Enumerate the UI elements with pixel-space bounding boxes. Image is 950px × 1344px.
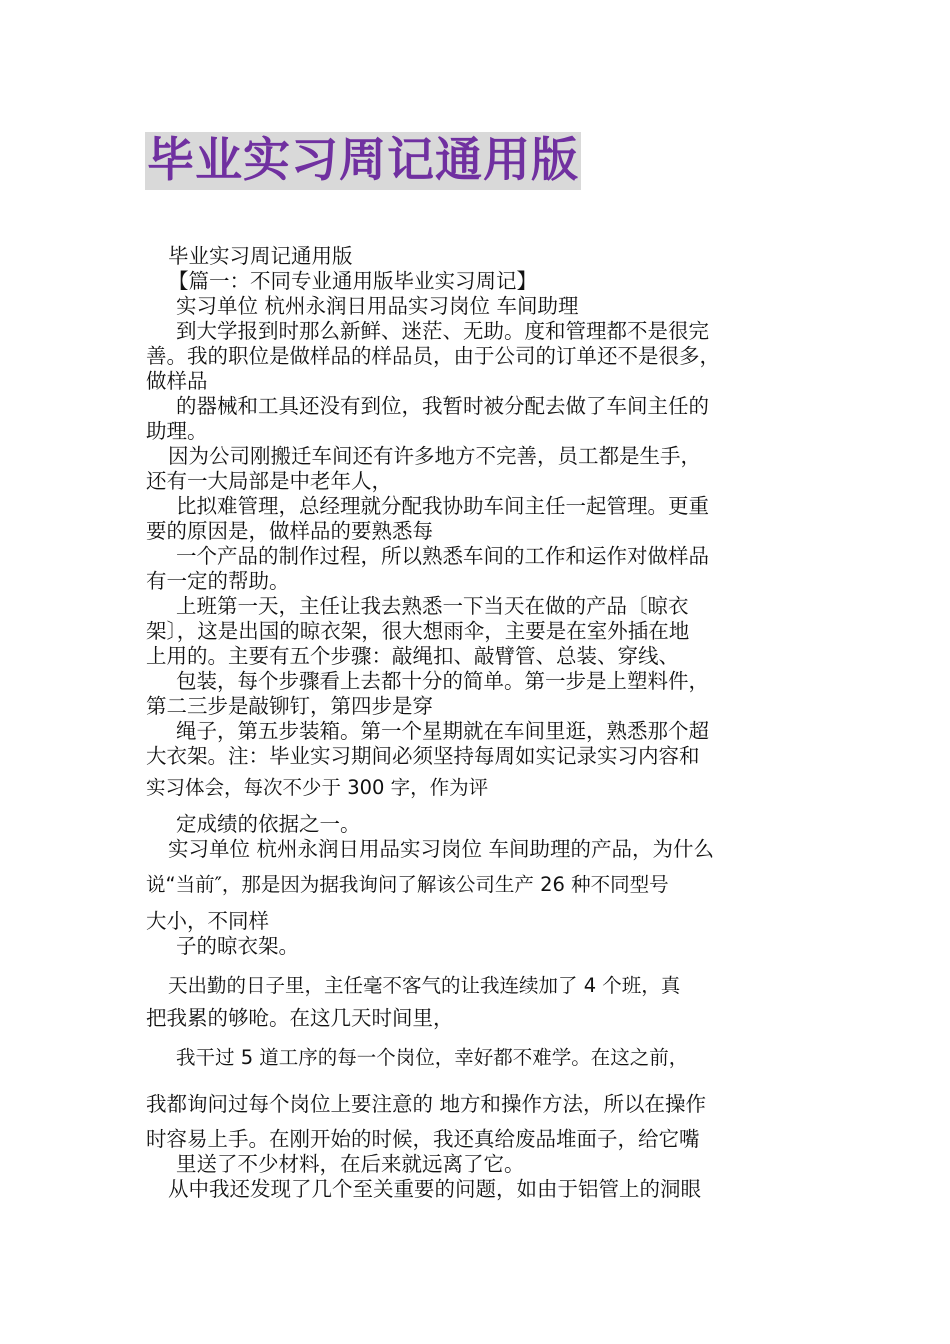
- title-highlight: [145, 132, 581, 190]
- body-line: 要的原因是，做样品的要熟悉每: [146, 519, 433, 543]
- body-line: 第二三步是敲铆钉，第四步是穿: [146, 694, 433, 718]
- body-line: 做样品: [146, 369, 208, 393]
- body-line: 我干过 5 道工序的每一个岗位，幸好都不难学。在这之前，: [176, 1046, 689, 1069]
- body-line: 架〕，这是出国的晾衣架，很大想雨伞，主要是在室外插在地: [146, 619, 690, 643]
- body-line: 上班第一天，主任让我去熟悉一下当天在做的产品〔晾衣: [176, 594, 689, 618]
- body-line: 实习单位 杭州永润日用品实习岗位 车间助理: [176, 294, 579, 318]
- body-line: 定成绩的依据之一。: [176, 812, 361, 836]
- document-body: [146, 244, 812, 1202]
- body-line: 包装，每个步骤看上去都十分的简单。第一步是上塑料件，: [176, 669, 709, 693]
- body-line: 大小，不同样: [146, 909, 269, 933]
- body-line: 说“当前″，那是因为据我询问了解该公司生产 26 种不同型号: [146, 873, 669, 896]
- body-line: 实习体会，每次不少于 300 字，作为评: [146, 776, 489, 799]
- body-line: 我都询问过每个岗位上要注意的 地方和操作方法，所以在操作: [146, 1092, 707, 1116]
- body-line: 实习单位 杭州永润日用品实习岗位 车间助理的产品，为什么: [168, 837, 715, 861]
- body-line: 善。我的职位是做样品的样品员，由于公司的订单还不是很多，: [146, 344, 720, 368]
- body-line: 绳子，第五步装箱。第一个星期就在车间里逛，熟悉那个超: [176, 719, 709, 743]
- body-line: 上用的。主要有五个步骤：敲绳扣、敲臂管、总装、穿线、: [146, 644, 679, 668]
- body-line: 比拟难管理，总经理就分配我协助车间主任一起管理。更重: [176, 494, 709, 518]
- body-line: 因为公司刚搬迁车间还有许多地方不完善，员工都是生手，: [168, 444, 701, 468]
- body-line: 把我累的够呛。在这几天时间里，: [146, 1006, 454, 1030]
- body-line: 里送了不少材料，在后来就远离了它。: [176, 1152, 525, 1176]
- body-line: 还有一大局部是中老年人，: [146, 469, 392, 493]
- body-line: 助理。: [146, 419, 208, 443]
- body-line: 到大学报到时那么新鲜、迷茫、无助。度和管理都不是很完: [176, 319, 709, 343]
- body-line: 子的晾衣架。: [176, 934, 299, 958]
- body-line: 【篇一：不同专业通用版毕业实习周记】: [168, 269, 537, 293]
- body-line: 天出勤的日子里，主任毫不客气的让我连续加了 4 个班，真: [168, 974, 681, 997]
- body-line: 从中我还发现了几个至关重要的问题，如由于铝管上的洞眼: [168, 1177, 701, 1201]
- body-line: 毕业实习周记通用版: [168, 244, 353, 268]
- body-line: 有一定的帮助。: [146, 569, 290, 593]
- document-title: 毕业实习周记通用版: [147, 133, 579, 188]
- body-line: 的器械和工具还没有到位，我暂时被分配去做了车间主任的: [176, 394, 709, 418]
- body-line: 一个产品的制作过程，所以熟悉车间的工作和运作对做样品: [176, 544, 709, 568]
- body-line: 时容易上手。在刚开始的时候，我还真给废品堆面子，给它嘴: [146, 1127, 700, 1151]
- body-line: 大衣架。注：毕业实习期间必须坚持每周如实记录实习内容和: [146, 744, 700, 768]
